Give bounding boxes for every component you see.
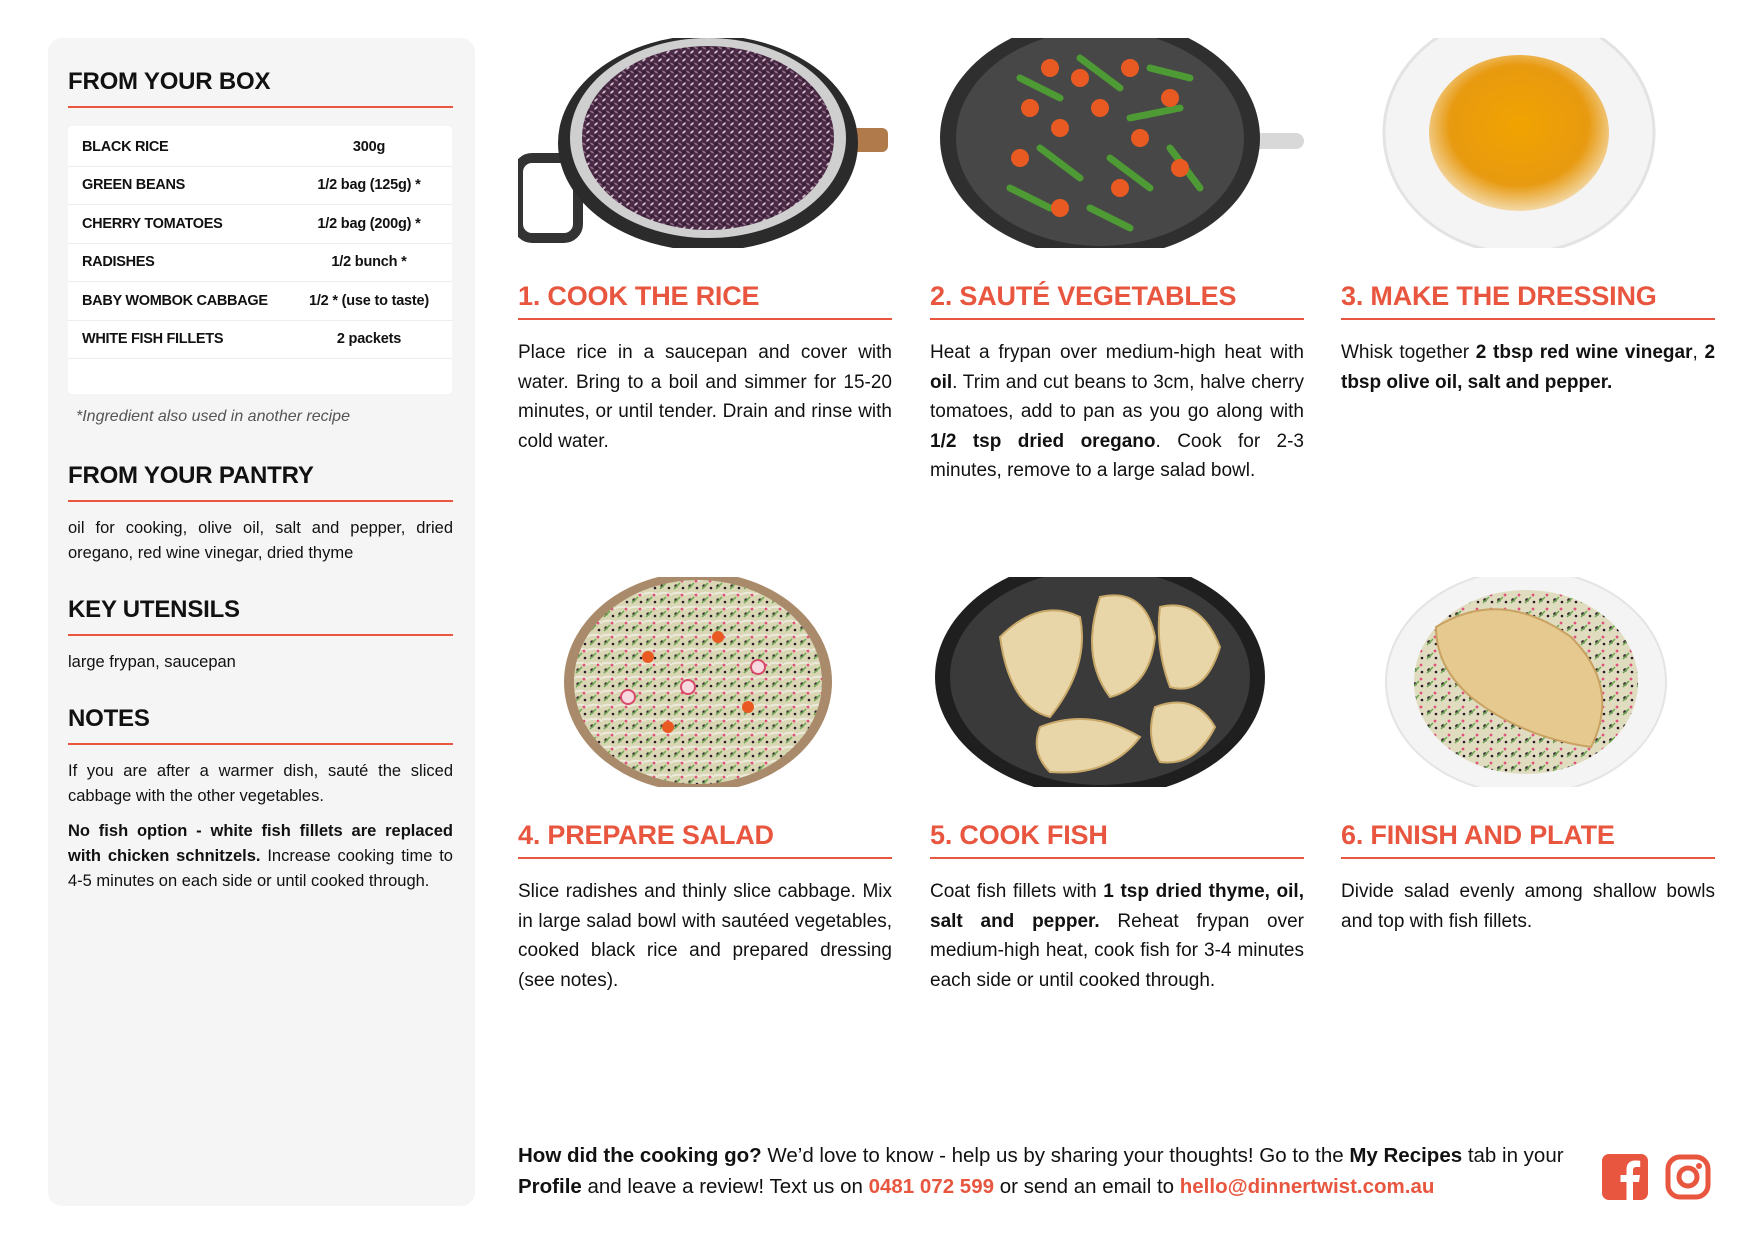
step-text-run: Coat fish fillets with: [930, 881, 1104, 902]
step-title: 3. MAKE THE DRESSING: [1341, 281, 1715, 320]
step-4: [518, 577, 892, 995]
step-text-run: . Cook for 2-3 minutes, remove to a large salad bowl.: [930, 430, 1305, 481]
notes-bold-text: No fish option - white fish fillets are replaced with chicken schnitzels.: [68, 822, 453, 865]
step-photo: [1341, 577, 1715, 787]
ingredient-name: BABY WOMBOK CABBAGE: [82, 292, 268, 309]
step-text-bold: oil: [930, 371, 953, 393]
from-your-pantry-heading: FROM YOUR PANTRY: [68, 462, 453, 502]
step-text: [1341, 877, 1715, 936]
ingredient-name: WHITE FISH FILLETS: [82, 331, 224, 348]
email-link[interactable]: hello@dinnertwist.com.au: [1179, 1175, 1435, 1198]
ingredient-name: BLACK RICE: [82, 138, 169, 155]
my-recipes-link[interactable]: My Recipes: [1349, 1144, 1463, 1167]
step-text: [930, 877, 1304, 995]
footer-text: We’d love to know - help us by sharing your thoughts! Go to the: [761, 1144, 1350, 1167]
pantry-section: [68, 462, 453, 566]
step-title: 2. SAUTÉ VEGETABLES: [930, 281, 1304, 320]
step-6: [1341, 577, 1715, 936]
instagram-icon[interactable]: [1665, 1154, 1711, 1200]
step-photo: [930, 38, 1304, 248]
step-text-run: Reheat frypan over medium-high heat, cook fish for 3-4 minutes each side or until cooked through.: [930, 910, 1304, 991]
ingredient-row: [68, 244, 452, 283]
ingredient-qty: 1/2 bag (200g) *: [317, 215, 421, 232]
profile-link[interactable]: Profile: [518, 1175, 582, 1198]
step-3: [1341, 38, 1715, 397]
ingredient-footnote: *Ingredient also used in another recipe: [76, 408, 350, 425]
step-text-run: . Trim and cut beans to 3cm, halve cherry tomatoes, add to pan as you go along with: [930, 371, 1304, 422]
step-text-run: Place rice in a saucepan and cover with water. Bring to a boil and simmer for 15-20 minutes, or until tender. Drain and rinse with cold water.: [518, 342, 892, 452]
step-text-run: Slice radishes and thinly slice cabbage. Mix in large salad bowl with sautéed vegetables, cooked black rice and prepared dressing (see notes).: [518, 881, 892, 991]
ingredient-row: [68, 282, 452, 321]
ingredient-qty: 2 packets: [336, 331, 402, 348]
step-text-bold: 2 tbsp red wine vinegar: [1475, 342, 1693, 363]
utensils-text: large frypan, saucepan: [68, 653, 236, 671]
step-text: [930, 338, 1304, 486]
ingredients-table: [68, 126, 452, 394]
feedback-footer: [518, 1140, 1578, 1202]
step-text-run: Heat a frypan over medium-high heat with: [930, 342, 1304, 363]
phone-link[interactable]: 0481 072 599: [868, 1175, 994, 1198]
step-text-run: ,: [1692, 342, 1705, 363]
step-1: [518, 38, 892, 456]
step-text: [518, 338, 892, 456]
step-photo: [518, 38, 892, 248]
step-title: 5. COOK FISH: [930, 820, 1304, 859]
step-text-run: Divide salad evenly among shallow bowls and top with fish fillets.: [1341, 881, 1715, 932]
step-text-bold: 1/2 tsp dried oregano: [930, 430, 1156, 452]
notes-rest-text: Increase cooking time to 4-5 minutes on each side or until cooked through.: [68, 847, 453, 890]
ingredient-name: RADISHES: [82, 254, 155, 271]
notes-no-fish-option: [68, 819, 453, 894]
utensils-section: [68, 596, 453, 675]
step-title: 4. PREPARE SALAD: [518, 820, 892, 859]
step-photo: [930, 577, 1304, 787]
facebook-icon[interactable]: [1602, 1154, 1648, 1200]
step-title: 1. COOK THE RICE: [518, 281, 892, 320]
notes-heading: NOTES: [68, 705, 453, 745]
ingredients-sidebar: [48, 38, 475, 1206]
pantry-text: oil for cooking, olive oil, salt and pepper, dried oregano, red wine vinegar, dried thyme: [68, 519, 453, 562]
key-utensils-heading: KEY UTENSILS: [68, 596, 453, 636]
footer-text: tab in your: [1462, 1144, 1564, 1167]
step-title: 6. FINISH AND PLATE: [1341, 820, 1715, 859]
step-photo: [1341, 38, 1715, 248]
footer-text: and leave a review! Text us on: [581, 1175, 869, 1198]
step-text-bold: 1 tsp dried thyme, oil, salt and pepper.: [930, 881, 1304, 932]
ingredient-row: [68, 205, 452, 244]
ingredient-name: GREEN BEANS: [82, 177, 186, 194]
step-text-bold: 2 tbsp olive oil, salt and pepper.: [1341, 342, 1716, 393]
ingredient-qty: 300g: [352, 138, 386, 155]
ingredient-qty: 1/2 * (use to taste): [308, 292, 430, 309]
ingredient-name: CHERRY TOMATOES: [82, 215, 223, 232]
footer-text: or send an email to: [994, 1175, 1180, 1198]
step-5: [930, 577, 1304, 995]
step-2: [930, 38, 1304, 486]
notes-section: [68, 705, 453, 894]
from-your-box-heading: FROM YOUR BOX: [68, 68, 453, 108]
ingredient-row: [68, 321, 452, 360]
step-text: [518, 877, 892, 995]
footer-question: How did the cooking go?: [518, 1144, 762, 1167]
ingredient-row: [68, 128, 452, 167]
ingredient-row: [68, 167, 452, 206]
step-text: [1341, 338, 1715, 397]
step-photo: [518, 577, 892, 787]
step-text-run: Whisk together: [1341, 342, 1476, 363]
ingredient-qty: 1/2 bag (125g) *: [317, 177, 421, 194]
notes-text: If you are after a warmer dish, sauté the sliced cabbage with the other vegetables.: [68, 762, 453, 805]
ingredient-qty: 1/2 bunch *: [331, 254, 407, 271]
